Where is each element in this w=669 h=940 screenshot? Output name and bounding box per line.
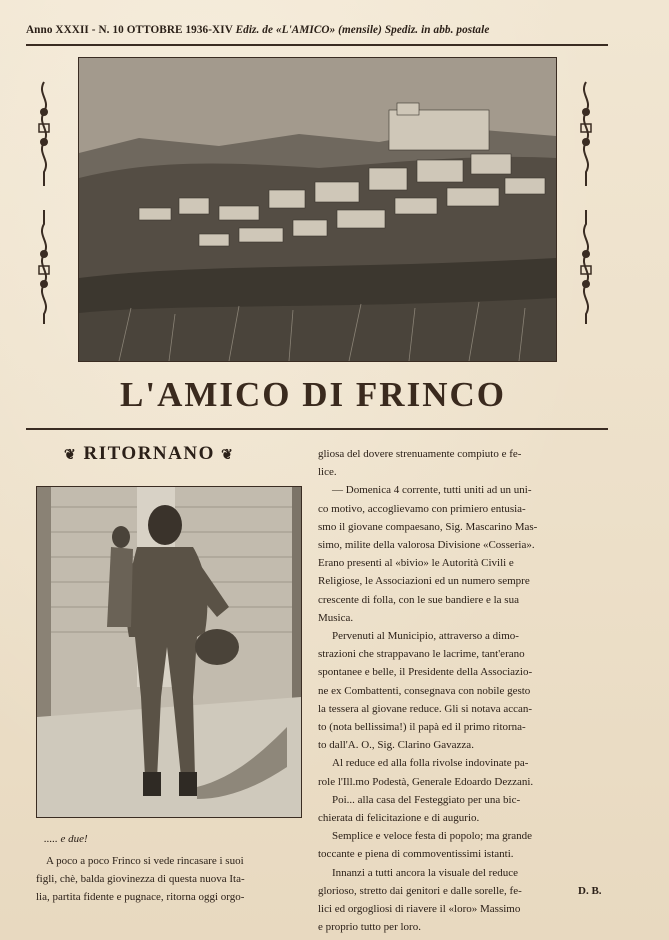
article-line: crescente di folla, con le sue bandiere e la sua bbox=[318, 593, 519, 606]
section-title: RITORNANO bbox=[83, 443, 215, 464]
article-line: e proprio tutto per loro. bbox=[318, 921, 421, 934]
article-line: toccante e piena di commoventissimi istanti. bbox=[318, 848, 514, 861]
leaf-ornament-right-icon: ❦ bbox=[221, 448, 235, 463]
article-line: figli, chè, balda giovinezza di questa nuova Ita- bbox=[36, 873, 245, 886]
article-line: Poi... alla casa del Festeggiato per una bic- bbox=[332, 793, 521, 806]
article-left-column bbox=[36, 852, 312, 907]
masthead-rule bbox=[26, 428, 608, 430]
soldier-photograph bbox=[36, 486, 302, 818]
issue-info: Anno XXXII - N. 10 OTTOBRE 1936-XIV bbox=[26, 24, 236, 36]
article-line: co motivo, accoglievamo con primiero entusia- bbox=[318, 502, 526, 515]
article-line: to (nota bellissima!) il papà ed il primo ritorna- bbox=[318, 721, 526, 734]
article-line: glorioso, stretto dai genitori e dalle sorelle, fe- bbox=[318, 884, 522, 897]
article-line: Erano presenti al «bivio» le Autorità Civili e bbox=[318, 557, 514, 570]
article-line: strazioni che strappavano le lacrime, tant'erano bbox=[318, 648, 525, 661]
article-line: lia, partita fidente e pugnace, ritorna oggi orgo- bbox=[36, 891, 245, 904]
article-line: — Domenica 4 corrente, tutti uniti ad un uni- bbox=[332, 484, 532, 497]
article-line: A poco a poco Frinco si vede rincasare i suoi bbox=[46, 855, 244, 867]
article-line: lici ed orgogliosi di riavere il «loro» Massimo bbox=[318, 903, 521, 916]
article-line: lice. bbox=[318, 466, 337, 479]
article-line: smo il giovane compaesano, Sig. Mascarino Mas- bbox=[318, 520, 538, 533]
issue-header bbox=[26, 24, 608, 46]
article-line: Pervenuti al Municipio, attraverso a dimo- bbox=[332, 630, 519, 643]
ornament-left-top-icon bbox=[33, 80, 55, 188]
article-line: gliosa del dovere strenuamente compiuto e fe- bbox=[318, 448, 522, 460]
author-signature: D. B. bbox=[578, 885, 602, 897]
leaf-ornament-left-icon: ❦ bbox=[64, 448, 78, 463]
article-line: chierata di felicitazione e di augurio. bbox=[318, 812, 480, 825]
article-line: role l'Ill.mo Podestà, Generale Edoardo Dezzani. bbox=[318, 775, 534, 788]
ornament-left-bottom-icon bbox=[33, 208, 55, 326]
article-line: to dall'A. O., Sig. Clarino Gavazza. bbox=[318, 739, 474, 752]
article-line: simo, milite della valorosa Divisione «Cosseria». bbox=[318, 539, 535, 552]
article-line: la tessera al giovane reduce. Gli si notava accan- bbox=[318, 702, 533, 715]
publication-info: Ediz. de «L'AMICO» (mensile) Spediz. in abb. postale bbox=[235, 24, 490, 36]
article-line: spontanee e belle, il Presidente della Associazio- bbox=[318, 666, 533, 679]
article-line: Innanzi a tutti ancora la visuale del reduce bbox=[332, 866, 518, 879]
ornament-right-bottom-icon bbox=[575, 208, 597, 326]
article-line: Musica. bbox=[318, 611, 354, 624]
ornament-right-top-icon bbox=[575, 80, 597, 188]
article-line: ne ex Combattenti, consegnava con nobile gesto bbox=[318, 684, 531, 697]
section-heading bbox=[64, 443, 234, 467]
article-line: Religiose, le Associazioni ed un numero sempre bbox=[318, 575, 530, 588]
masthead-title: L'AMICO DI FRINCO bbox=[120, 375, 506, 414]
article-line: Semplice e veloce festa di popolo; ma grande bbox=[332, 830, 533, 843]
photo-caption: ..... e due! bbox=[44, 833, 88, 845]
article-line: Al reduce ed alla folla rivolse indovinate pa- bbox=[332, 757, 529, 770]
article-right-column bbox=[318, 445, 609, 936]
village-photograph bbox=[78, 57, 557, 362]
